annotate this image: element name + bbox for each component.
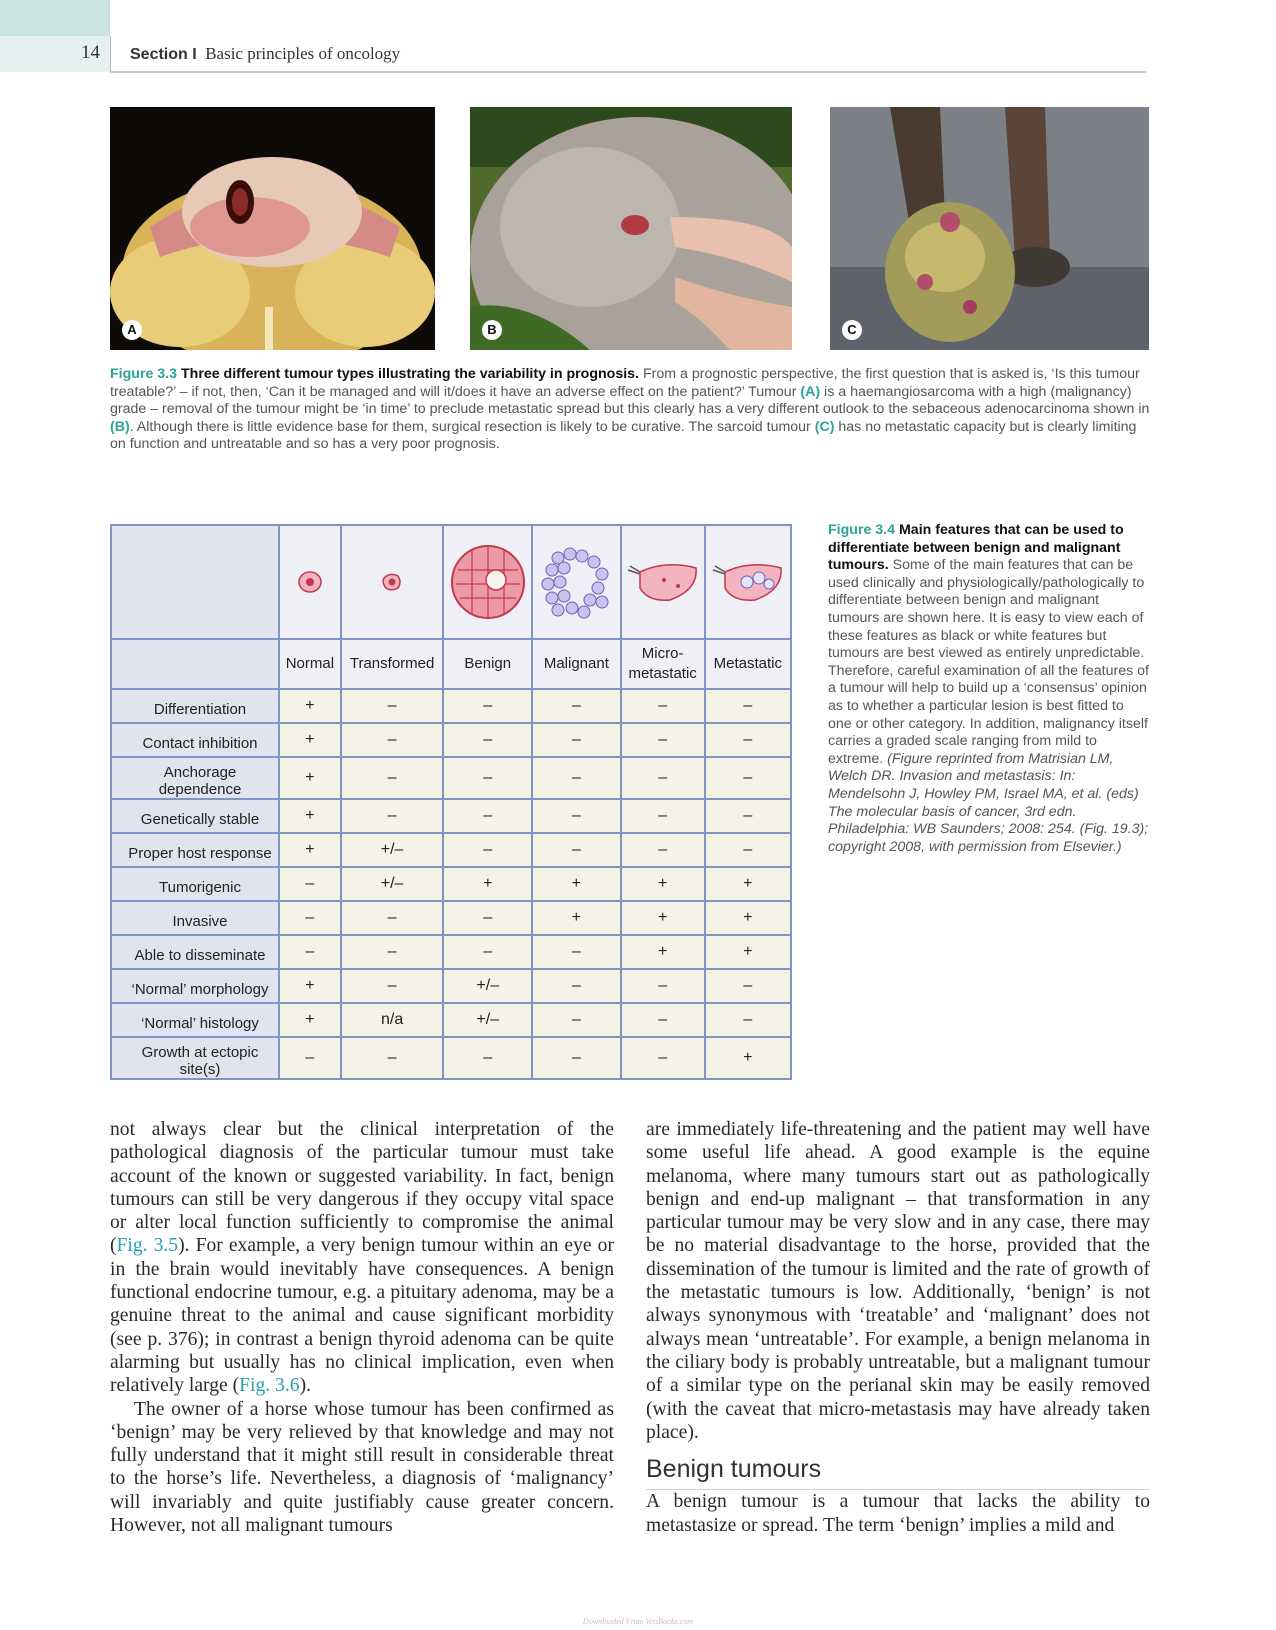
body-paragraph: A benign tumour is a tumour that lacks the ability to metastasize or spread. The term ‘benign’ implies a mild and [646,1491,1150,1536]
row-label: Able to disseminate [111,935,279,969]
section-label: Section I [130,46,197,63]
table-cell: + [621,901,705,935]
table-cell: + [279,833,341,867]
table-row [111,935,791,969]
features-table-body [111,689,791,1079]
table-cell: – [341,689,444,723]
micrometastatic-lung-icon [621,525,705,639]
fig-3-5-link[interactable]: Fig. 3.5 [116,1235,179,1257]
table-cell: +/– [341,833,444,867]
figure-3-3-ref-c: (C) [814,418,835,435]
table-cell: – [532,1037,621,1079]
table-row [111,723,791,757]
row-label: Growth at ectopic site(s) [111,1037,279,1079]
body-right-column [646,1118,1150,1537]
footer-watermark: Downloaded From VetsBooks.com [582,1617,694,1626]
table-cell: + [705,867,791,901]
transformed-cell-icon [341,525,444,639]
table-cell: – [621,689,705,723]
table-cell: – [341,757,444,799]
page-number: 14 [81,42,100,63]
header-rule [110,71,1146,73]
table-cell: – [532,969,621,1003]
table-cell: + [705,1037,791,1079]
table-cell: – [705,723,791,757]
body-paragraph: are immediately life-threatening and the patient may well have some useful life ahead. A good example is the equine melanoma, where many tumours start out as pathologically benign and end-up malignant – that transformation in any particular tumour may be very slow and in any case, there may be no material disadvantage to the horse, provided that the dissemination of the tumour is limited and the rate of growth of the metastatic tumours is low. Additionally, ‘benign’ is not always synonymous with ‘treatable’ and ‘malignant’ does not always mean ‘untreatable’. For example, a benign melanoma in the ciliary body is probably untreatable, but a malignant tumour of a similar type on the perianal skin may be easily removed (with the caveat that micro-metastasis may have already taken place). [646,1119,1150,1443]
table-cell: + [443,867,532,901]
row-label: Invasive [111,901,279,935]
table-cell: – [532,833,621,867]
malignant-tumour-icon [532,525,621,639]
table-row [111,1003,791,1037]
metastatic-lung-icon [705,525,791,639]
table-cell: + [705,901,791,935]
figure-3-3-title: Three different tumour types illustrating the variability in prognosis. [180,366,639,382]
table-cell: + [279,723,341,757]
table-cell: + [621,935,705,969]
column-header-malignant: Malignant [532,639,621,689]
figure-3-3-text-4: has no metastatic capacity but is clearly limiting on function and untreatable and so has a very poor prognosis. [110,418,1137,453]
figure-3-3-ref-a: (A) [800,383,821,400]
table-cell: – [279,901,341,935]
panel-label-a: A [122,320,142,340]
table-cell: – [532,689,621,723]
table-cell: – [443,901,532,935]
table-cell: + [279,757,341,799]
table-cell: – [341,723,444,757]
table-cell: – [443,723,532,757]
normal-cell-icon [279,525,341,639]
table-cell: – [705,689,791,723]
table-cell: – [532,1003,621,1037]
table-cell: – [621,1037,705,1079]
running-head [130,44,400,64]
section-heading: Benign tumours [646,1458,1150,1490]
table-row [111,757,791,799]
table-row [111,833,791,867]
table-cell: – [705,799,791,833]
table-cell: – [532,757,621,799]
figure-3-3-text-1: From a prognostic perspective, the first question that is asked is, ‘Is this tumour treatable?’ – if not, then, ‘Can it be managed and will it/does it have an adverse effect on the patient?’ Tumour [110,366,1140,400]
table-cell: – [443,1037,532,1079]
row-label: Proper host response [111,833,279,867]
body-text: ). [299,1375,311,1397]
table-cell: – [279,1037,341,1079]
panel-label-c: C [842,320,862,340]
table-row [111,1037,791,1079]
table-cell: +/– [443,1003,532,1037]
table-cell: + [532,901,621,935]
table-cell: – [532,799,621,833]
body-text: not always clear but the clinical interpretation of the pathological diagnosis of the particular tumour must take account of the known or suggested variability. In fact, benign tumours can still be very dangerous if they occupy vital space or alter local function sufficiently to compromise the animal ( [110,1119,614,1257]
table-cell: – [443,935,532,969]
features-table [110,524,792,1080]
table-cell: +/– [443,969,532,1003]
table-cell: – [341,1037,444,1079]
table-cell: – [621,723,705,757]
column-header-transformed: Transformed [341,639,444,689]
figure-3-4-text: Some of the main features that can be used clinically and physiologically/pathologically to differentiate between benign and malignant tumours are shown here. It is easy to view each of these features as black or white features but tumours are best viewed as entirely unpredictable. Therefore, careful examination of all the features of a tumour will help to build up a ‘consensus’ opinion as to whether a particular lesion is best fitted to one or other category. In addition, malignancy itself carries a graded scale ranging from mild to extreme. [828,557,1149,767]
figure-3-4-caption [828,522,1150,856]
table-cell: + [279,689,341,723]
row-label: Differentiation [111,689,279,723]
figure-3-3-caption [110,366,1150,454]
corner-tab [0,0,110,36]
table-cell: – [341,799,444,833]
figure-3-4-number: Figure 3.4 [828,522,896,538]
row-label: Anchorage dependence [111,757,279,799]
table-cell: – [443,799,532,833]
row-label: Contact inhibition [111,723,279,757]
row-label: Genetically stable [111,799,279,833]
table-cell: n/a [341,1003,444,1037]
panel-label-b: B [482,320,502,340]
table-row [111,901,791,935]
photo-c-sarcoid [830,107,1149,350]
table-row [111,969,791,1003]
table-cell: – [341,969,444,1003]
table-cell: – [443,689,532,723]
table-row [111,799,791,833]
fig-3-6-link[interactable]: Fig. 3.6 [239,1375,300,1397]
section-title: Basic principles of oncology [205,44,401,63]
column-header-benign: Benign [443,639,532,689]
icon-row-blank [111,525,279,639]
table-cell: – [341,901,444,935]
table-cell: – [621,969,705,1003]
column-header-blank [111,639,279,689]
body-paragraph: The owner of a horse whose tumour has been confirmed as ‘benign’ may be very relieved by that knowledge and may not fully understand that it might still result in considerable threat to the horse’s life. Nevertheless, a diagnosis of ‘malignancy’ will invariably and quite justifiably cause greater concern. However, not all malignant tumours [110,1398,614,1537]
row-label: Tumorigenic [111,867,279,901]
table-cell: – [621,799,705,833]
table-cell: – [705,969,791,1003]
table-cell: +/– [341,867,444,901]
body-text: ). For example, a very benign tumour within an eye or in the brain would inevitably have consequences. A benign functional endocrine tumour, e.g. a pituitary adenoma, may be a genuine threat to the animal and cause significant morbidity (see p. 376); in contrast a benign thyroid adenoma can be quite alarming but usually has no clinical implication, even when relatively large ( [110,1235,614,1397]
table-cell: – [705,1003,791,1037]
row-label: ‘Normal’ morphology [111,969,279,1003]
figure-3-4-citation: (Figure reprinted from Matrisian LM, Welch DR. Invasion and metastasis: In: Mendelsohn J, Howley PM, Israel MA, et al. (eds) The molecular basis of cancer, 3rd edn. Philadelphia: WB Saunders; 2008: 254. (Fig. 19.3); copyright 2008, with permission from Elsevier.) [828,750,1149,855]
table-cell: – [621,1003,705,1037]
table-cell: – [279,867,341,901]
table-cell: – [532,935,621,969]
table-cell: – [532,723,621,757]
table-cell: + [279,799,341,833]
table-cell: – [705,757,791,799]
figure-3-3-text-3: . Although there is little evidence base for them, surgical resection is likely to be curative. The sarcoid tumour [129,418,811,435]
column-header-micrometastatic: Micro-metastatic [621,639,705,689]
icon-row [111,525,791,639]
figure-3-4-title: Main features that can be used to differentiate between benign and malignant tumours. [828,522,1124,574]
table-cell: + [279,969,341,1003]
figure-3-3-number: Figure 3.3 [110,366,178,382]
body-paragraph [110,1118,614,1398]
body-left-column [110,1118,614,1537]
table-cell: – [341,935,444,969]
column-header-metastatic: Metastatic [705,639,791,689]
figure-3-3-text-2: is a haemangiosarcoma with a high (malignancy) grade – removal of the tumour might be ‘in time’ to preclude metastatic spread but this clearly has a very different outlook to the sebaceous adenocarcinoma shown in [110,383,1150,418]
table-cell: – [279,935,341,969]
figure-3-3-ref-b: (B) [110,418,130,435]
table-cell: + [279,1003,341,1037]
benign-tumour-icon [443,525,532,639]
row-label: ‘Normal’ histology [111,1003,279,1037]
table-cell: + [532,867,621,901]
table-row [111,689,791,723]
column-header-row [111,639,791,689]
table-cell: – [443,757,532,799]
table-cell: + [621,867,705,901]
table-cell: – [705,833,791,867]
table-cell: + [705,935,791,969]
column-header-normal: Normal [279,639,341,689]
header-divider [110,36,111,72]
table-cell: – [443,833,532,867]
table-cell: – [621,833,705,867]
photo-b-sebaceous-adenocarcinoma [470,107,792,350]
table-cell: – [621,757,705,799]
table-row [111,867,791,901]
photo-a-haemangiosarcoma [110,107,435,350]
